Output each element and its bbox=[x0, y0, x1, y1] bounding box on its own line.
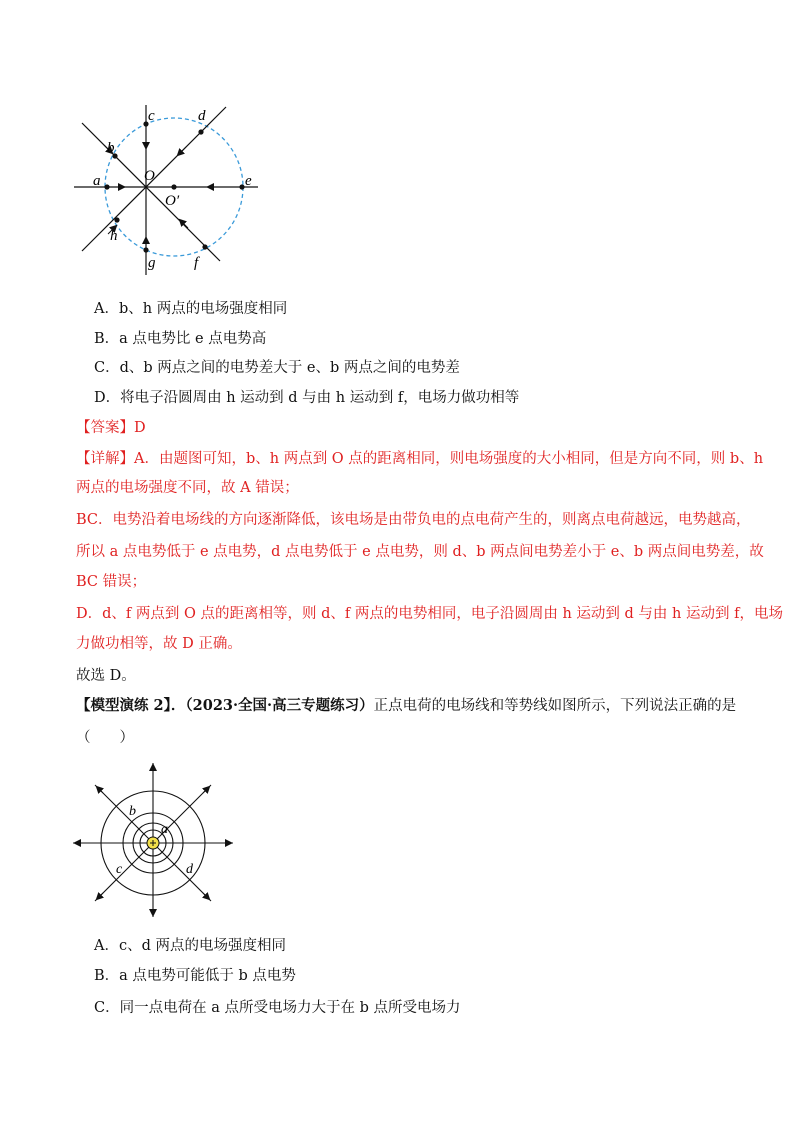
fig2-label-d: d bbox=[186, 862, 193, 877]
answer-line: 【答案】D bbox=[76, 420, 146, 436]
analysis-line-7: 力做功相等，故 D 正确。 bbox=[76, 636, 242, 652]
figure-field-lines-circle bbox=[70, 100, 270, 280]
point-d bbox=[198, 129, 203, 134]
question2-blank: （ ） bbox=[76, 730, 134, 746]
point-g bbox=[143, 247, 148, 252]
question2-tag: 【模型演练 2】． bbox=[76, 697, 186, 714]
label-h: h bbox=[110, 228, 118, 244]
analysis-line-6: D．d、f 两点到 O 点的距离相等，则 d、f 两点的电势相同，电子沿圆周由 h 运动到 d 与由 h 运动到 f，电场 bbox=[76, 606, 783, 622]
label-f: f bbox=[194, 255, 199, 271]
q2-option-b: B．a 点电势可能低于 b 点电势 bbox=[94, 968, 296, 984]
label-O: O bbox=[144, 168, 155, 184]
question2-text: 正点电荷的电场线和等势线如图所示，下列说法正确的是 bbox=[373, 698, 737, 714]
analysis-line-1: 【详解】A．由题图可知，b、h 两点到 O 点的距离相同，则电场强度的大小相同，但是方向不同，则 b、h bbox=[76, 451, 764, 467]
field-line-diag-1 bbox=[82, 123, 220, 261]
label-c: c bbox=[148, 108, 155, 124]
analysis-line-3: BC．电势沿着电场线的方向逐渐降低，该电场是由带负电的点电荷产生的，则离点电荷越远，电势越高， bbox=[76, 512, 751, 528]
label-a: a bbox=[93, 173, 101, 189]
label-e: e bbox=[245, 173, 252, 189]
analysis-line-5: BC 错误； bbox=[76, 574, 147, 590]
label-b: b bbox=[107, 140, 115, 156]
arrow-upper-right bbox=[178, 147, 186, 155]
fig2-label-b: b bbox=[129, 804, 136, 819]
figure-positive-charge bbox=[70, 760, 240, 920]
q1-option-a: A．b、h 两点的电场强度相同 bbox=[94, 301, 288, 317]
label-O-prime: O′ bbox=[165, 193, 180, 209]
point-f bbox=[202, 244, 207, 249]
question2-stem bbox=[76, 696, 736, 716]
q1-option-b: B．a 点电势比 e 点电势高 bbox=[94, 331, 267, 347]
arrow-lower-right bbox=[180, 220, 188, 228]
point-e bbox=[239, 184, 244, 189]
q1-option-d: D．将电子沿圆周由 h 运动到 d 与由 h 运动到 f，电场力做功相等 bbox=[94, 390, 520, 406]
analysis-line-4: 所以 a 点电势低于 e 点电势，d 点电势低于 e 点电势，则 d、b 两点间电势差小于 e、b 两点间电势差，故 bbox=[76, 544, 764, 560]
label-g: g bbox=[148, 255, 156, 271]
q1-option-c: C．d、b 两点之间的电势差大于 e、b 两点之间的电势差 bbox=[94, 360, 460, 376]
point-O-prime bbox=[171, 184, 176, 189]
point-h bbox=[114, 217, 119, 222]
conclusion-line: 故选 D。 bbox=[76, 668, 136, 684]
q2-option-c: C．同一点电荷在 a 点所受电场力大于在 b 点所受电场力 bbox=[94, 1000, 461, 1016]
label-d: d bbox=[198, 108, 206, 124]
q2-option-a: A．c、d 两点的电场强度相同 bbox=[94, 938, 286, 954]
point-a bbox=[104, 184, 109, 189]
analysis-line-2: 两点的电场强度不同，故 A 错误； bbox=[76, 480, 299, 496]
fig2-label-a: a bbox=[161, 822, 168, 837]
question2-source: （2023·全国·高三专题练习） bbox=[185, 697, 374, 714]
fig2-label-c: c bbox=[116, 862, 123, 877]
